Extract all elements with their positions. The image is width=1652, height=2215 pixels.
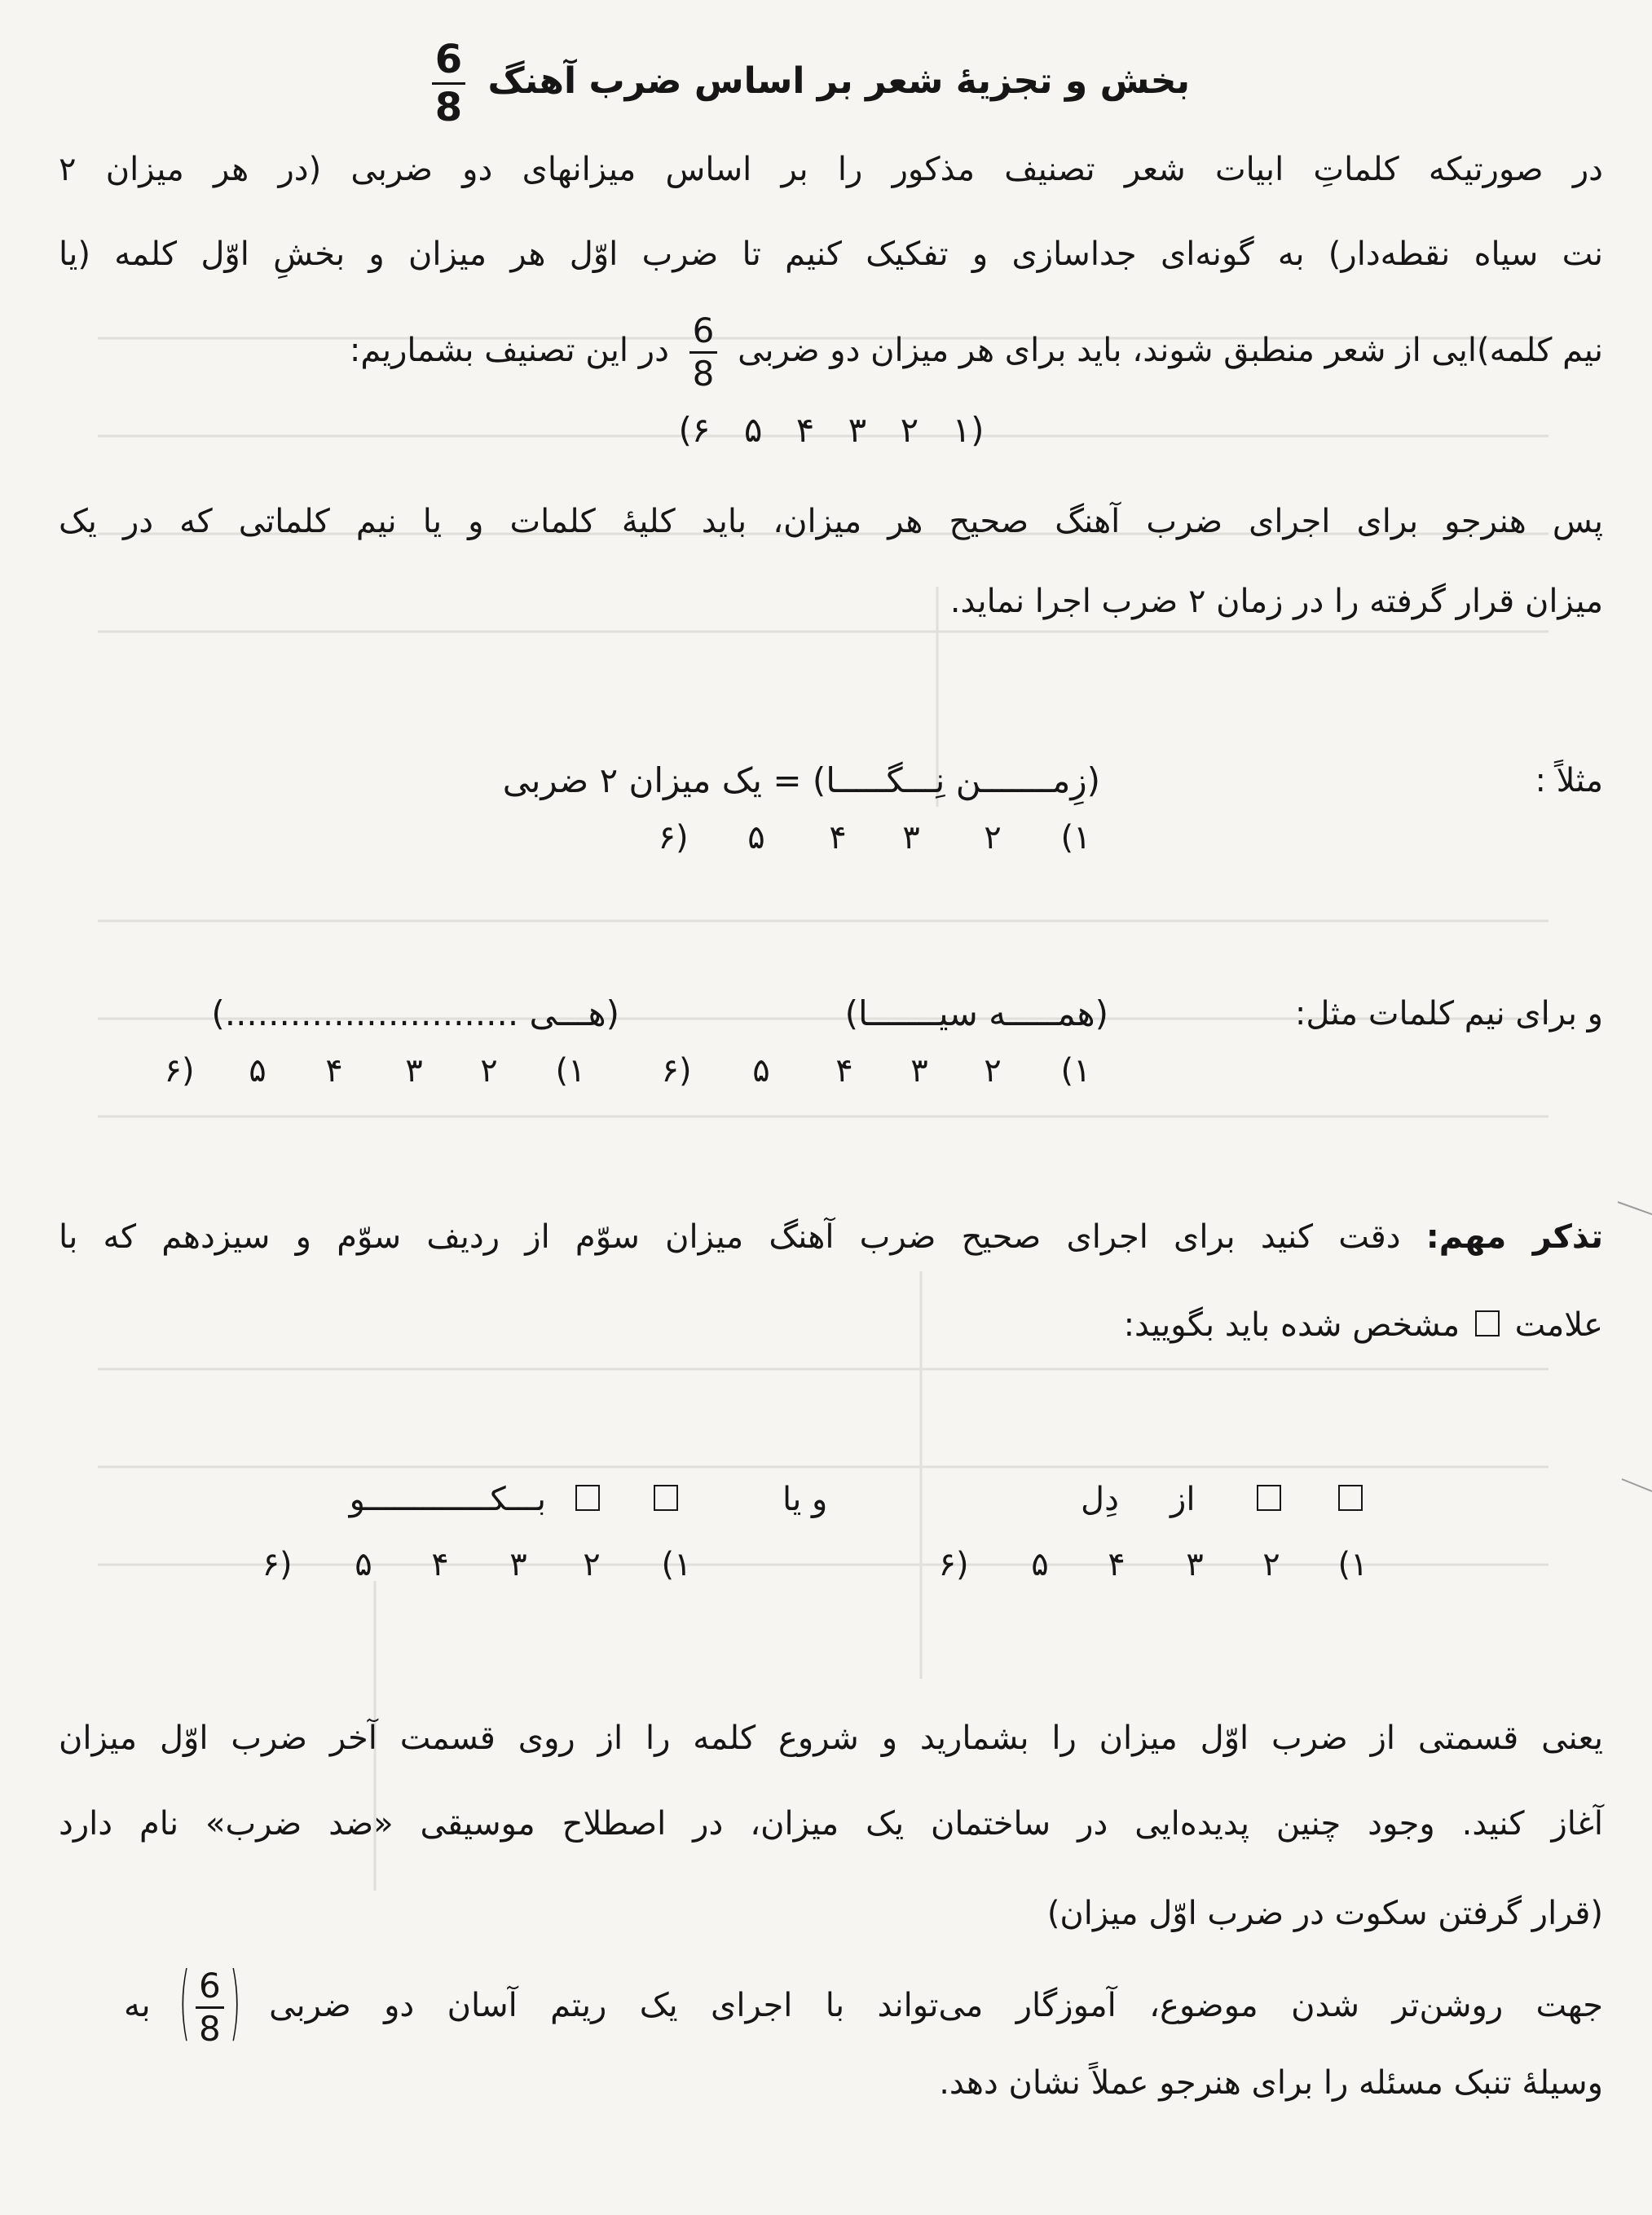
empty-box-icon (1257, 1485, 1281, 1511)
example1-count-3: ۳ (902, 819, 920, 856)
open-paren: ( (229, 1954, 241, 2050)
example1-count-5: ۵ (747, 819, 765, 856)
example3-count-r2: ۲ (1262, 1546, 1280, 1583)
example3-count-l1: (۱ (661, 1546, 692, 1583)
example3-count-l3: ۳ (509, 1546, 527, 1583)
example1-count-2: ۲ (984, 819, 1002, 856)
example3-count-r3: ۳ (1186, 1546, 1204, 1583)
para2-line1: پس هنرجو برای اجرای ضرب آهنگ صحیح هر میزان، باید کلیهٔ کلمات و یا نیم کلماتی که در یک (59, 503, 1603, 540)
example2-group1: (همـــــه سیـــــــا) (844, 993, 1108, 1033)
example2-count-a2: ۲ (984, 1052, 1002, 1090)
example2-count-a5: ۵ (752, 1052, 770, 1090)
para4-line1 (124, 1954, 1603, 2052)
example2-count-a1: (۱ (1060, 1052, 1091, 1090)
marker-box-icon (1475, 1310, 1500, 1336)
example2-count-a4: ۴ (835, 1052, 853, 1090)
page-title (434, 36, 1190, 130)
empty-box-icon (1338, 1485, 1363, 1511)
para1-line3 (59, 310, 1603, 394)
para4-line1-text-b: به (124, 1987, 151, 2024)
title-frac-numerator: 6 (432, 40, 465, 85)
example3-count-r1: (۱ (1337, 1546, 1368, 1583)
para1-frac-numerator: 6 (689, 314, 718, 354)
example2-label: و برای نیم کلمات مثل: (1294, 995, 1603, 1033)
para1-time-signature (689, 310, 718, 394)
example3-word-del: دِل (1081, 1481, 1119, 1518)
example3-or: و یا (782, 1481, 828, 1518)
para4-frac-denominator: 8 (199, 2008, 221, 2049)
example2-count-b4: ۴ (325, 1052, 343, 1090)
example3-count-l5: ۵ (355, 1546, 372, 1583)
para1-line1: در صورتیکه کلماتِ ابیات شعر تصنیف مذکور را بر اساس میزانهای دو ضربی (در هر میزان ۲ (59, 151, 1603, 188)
example3-count-l4: ۴ (431, 1546, 449, 1583)
example2-count-a3: ۳ (910, 1052, 928, 1090)
title-frac-denominator: 8 (434, 84, 463, 130)
para3-line3: (قرار گرفتن سکوت در ضرب اوّل میزان) (1046, 1895, 1603, 1932)
example1-syllables: (زِمـــــــن نِـــگـــــا) = یک میزان ۲ ضربی (502, 760, 1100, 800)
example3-count-r5: ۵ (1031, 1546, 1049, 1583)
empty-box-icon (575, 1485, 600, 1511)
para2-line2: میزان قرار گرفته را در زمان ۲ ضرب اجرا نماید. (949, 583, 1603, 620)
close-paren: ) (178, 1954, 191, 2050)
note-line1 (59, 1214, 1603, 1260)
example3-count-r4: ۴ (1108, 1546, 1126, 1583)
example3-word-az: از (1170, 1481, 1196, 1518)
note-line2-text-a: علامت (1514, 1306, 1603, 1344)
para1-line3-text-b: در این تصنیف بشماریم: (349, 332, 669, 369)
empty-box-icon (654, 1485, 678, 1511)
note-line1-text: دقت کنید برای اجرای صحیح ضرب آهنگ میزان سوّم از ردیف سوّم و سیزدهم که با (59, 1218, 1401, 1256)
example2-group2: (هـــی ...........................) (211, 993, 619, 1033)
para4-line1-text-a: جهت روشن‌تر شدن موضوع، آموزگار می‌تواند با اجرای یک ریتم آسان دو ضربی (269, 1987, 1603, 2024)
para4-time-signature (151, 1954, 241, 2050)
example3-word-bego: بـــکـــــــــــــو (349, 1481, 546, 1518)
example2-count-a6: ۶) (661, 1052, 692, 1090)
note-label: تذکر مهم: (1425, 1218, 1604, 1256)
para4-frac-numerator: 6 (196, 1969, 224, 2009)
para1-frac-denominator: 8 (692, 353, 715, 394)
para3-line2: آغاز کنید. وجود چنین پدیده‌ایی در ساختمان یک میزان، در اصطلاح موسیقی «ضد ضرب» نام دارد (59, 1805, 1603, 1843)
para1-count: (۱ ۲ ۳ ۴ ۵ ۶) (678, 410, 985, 450)
para3-line1: یعنی قسمتی از ضرب اوّل میزان را بشمارید و شروع کلمه را از روی قسمت آخر ضرب اوّل میزان (59, 1720, 1603, 1757)
example2-count-b1: (۱ (555, 1052, 586, 1090)
example2-count-b6: ۶) (164, 1052, 195, 1090)
example1-label: مثلاً : (1535, 762, 1603, 799)
note-line2 (59, 1302, 1603, 1348)
para1-line3-text-a: نیم کلمه)ایی از شعر منطبق شوند، باید برای هر میزان دو ضربی (738, 332, 1603, 369)
note-line2-text-b: مشخص شده باید بگویید: (1123, 1306, 1460, 1344)
example1-count-6: ۶) (658, 819, 689, 856)
title-time-signature (432, 36, 465, 130)
example3-count-r6: ۶) (938, 1546, 969, 1583)
example2-count-b2: ۲ (480, 1052, 498, 1090)
para4-line2: وسیلهٔ تنبک مسئله را برای هنرجو عملاً نشان دهد. (939, 2064, 1603, 2102)
title-text: بخش و تجزیهٔ شعر بر اساس ضرب آهنگ (487, 60, 1190, 102)
example3-count-l6: ۶) (262, 1546, 293, 1583)
example2-count-b5: ۵ (249, 1052, 267, 1090)
example1-count-1: (۱ (1060, 819, 1091, 856)
example2-count-b3: ۳ (405, 1052, 423, 1090)
para1-line2: نت سیاه نقطه‌دار) به گونه‌ای جداسازی و تفکیک کنیم تا ضرب اوّل هر میزان و بخشِ اوّل کلمه (یا (59, 236, 1603, 273)
example3-count-l2: ۲ (583, 1546, 601, 1583)
example1-count-4: ۴ (829, 819, 847, 856)
